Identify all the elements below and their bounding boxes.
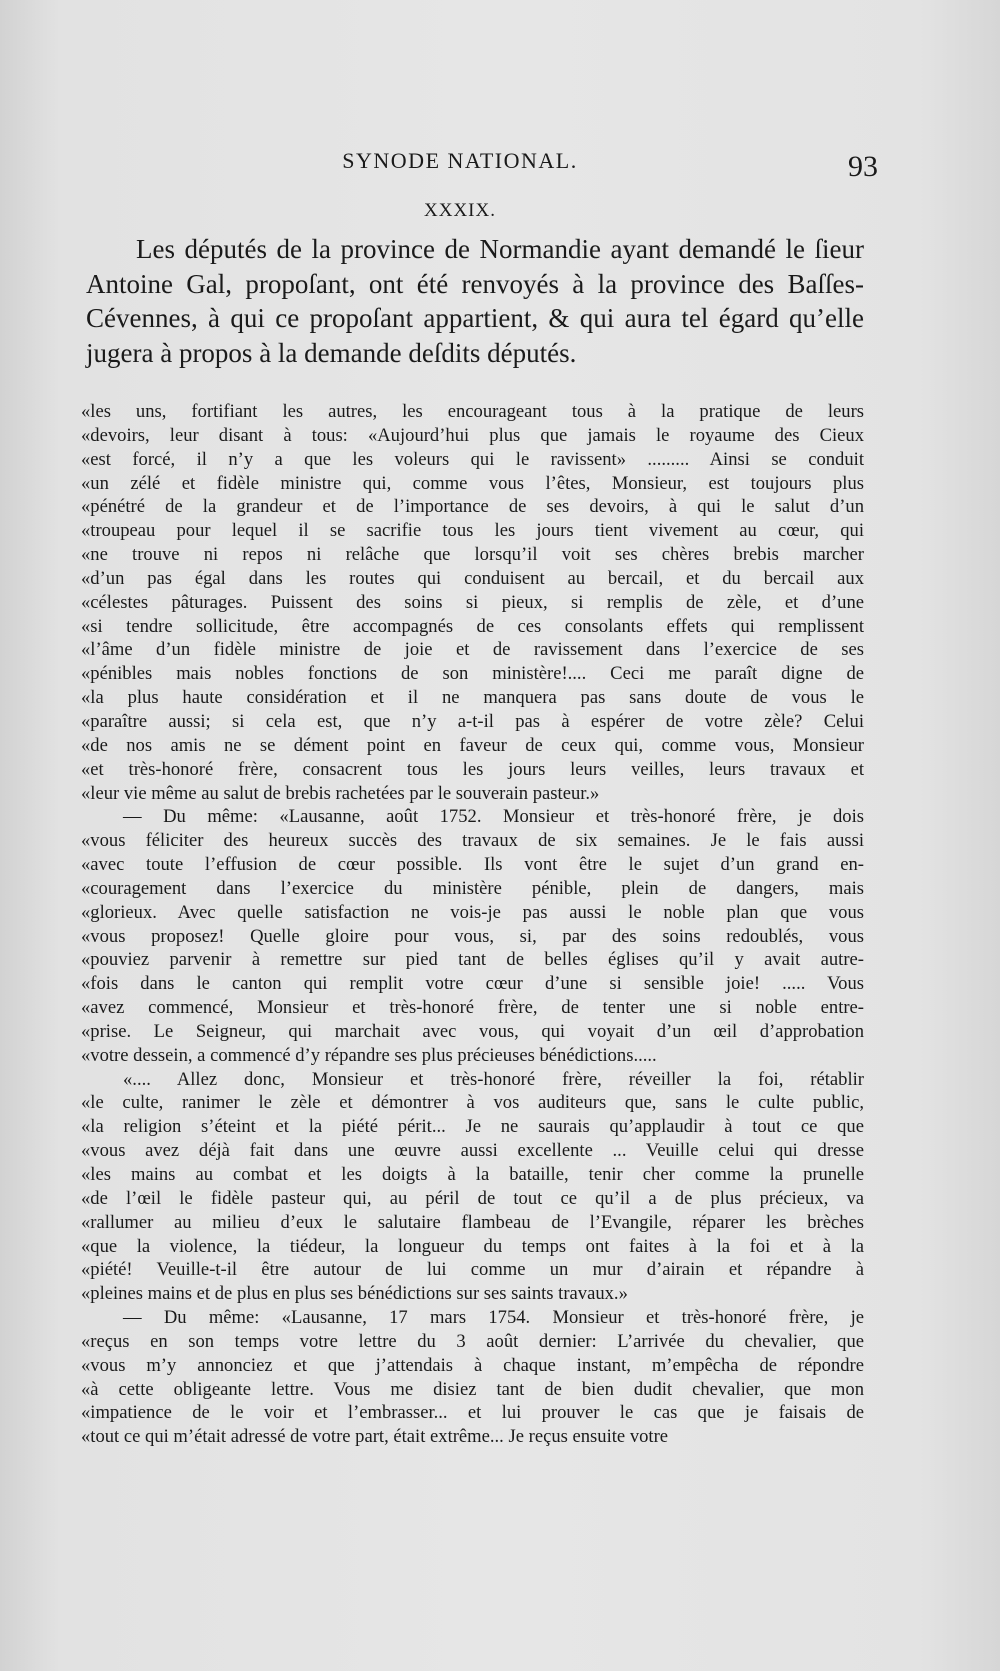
quote-line: «vous m’y annonciez et que j’attendais à chaque instant, m’empêcha de répondre [81, 1354, 864, 1376]
quote-line: «est forcé, il n’y a que les voleurs qui le ravissent» ......... Ainsi se conduit [81, 448, 864, 470]
quote-line: «paraître aussi; si cela est, que n’y a-t-il pas à espérer de votre zèle? Celui [81, 710, 864, 732]
quote-line: «vous féliciter des heureux succès des travaux de six semaines. Je le fais aussi [81, 830, 864, 852]
quote-line: «les mains au combat et les doigts à la bataille, tenir cher comme la prunelle [81, 1164, 864, 1185]
quote-line: «pénibles mais nobles fonctions de son ministère!.... Ceci me paraît digne de [81, 663, 864, 685]
synod-article-paragraph: Les députés de la province de Normandie ayant demandé le ſieur Antoine Gal, propoſant, ont été renvoyés à la province des Baſſes-Cévennes, à qui ce propoſant appartient, & qui aura tel égard qu’elle jugera à propos à la demande deſdits députés. [86, 234, 864, 368]
quote-line: «troupeau pour lequel il se sacrifie tous les jours tient vivement au cœur, qui [81, 520, 864, 542]
quote-line: «pleines mains et de plus en plus ses bénédictions sur ses saints travaux.» [81, 1283, 628, 1305]
quote-line: — Du même: «Lausanne, août 1752. Monsieur et très-honoré frère, je dois [123, 806, 864, 828]
quote-line: «pénétré de la grandeur et de l’importance de ses devoirs, à qui le salut d’un [81, 496, 864, 518]
quote-line: «avec toute l’effusion de cœur possible. Ils vont être le sujet d’un grand en- [81, 854, 864, 876]
page-number: 93 [848, 150, 878, 183]
quote-line: «à cette obligeante lettre. Vous me disiez tant de bien dudit chevalier, que mon [81, 1378, 864, 1400]
quote-line: «tout ce qui m’était adressé de votre part, était extrême... Je reçus ensuite votre [81, 1426, 669, 1448]
quote-line: «reçus en son temps votre lettre du 3 août dernier: L’arrivée du chevalier, que [81, 1330, 864, 1352]
quote-line: «la plus haute considération et il ne manquera pas sans doute de vous le [81, 687, 864, 709]
quote-line: «vous proposez! Quelle gloire pour vous, si, par des soins redoublés, vous [81, 925, 864, 947]
quote-line: «ne trouve ni repos ni relâche que lorsqu’il voit ses chères brebis marcher [81, 544, 864, 566]
running-title: SYNODE NATIONAL. [342, 148, 578, 173]
quote-line: «couragement dans l’exercice du ministère pénible, plein de dangers, mais [81, 877, 864, 899]
quote-line: «l’âme d’un fidèle ministre de joie et de ravissement dans l’exercice de ses [81, 639, 864, 661]
quote-line: «et très-honoré frère, consacrent tous les jours leurs veilles, leurs travaux et [81, 758, 864, 780]
quote-line: — Du même: «Lausanne, 17 mars 1754. Monsieur et très-honoré frère, je [123, 1307, 864, 1329]
quote-line: «glorieux. Avec quelle satisfaction ne vois-je pas aussi le noble plan que vous [81, 901, 864, 923]
quote-line: «piété! Veuille-t-il être autour de lui comme un mur d’airain et répandre à [81, 1259, 864, 1281]
quote-line: «les uns, fortifiant les autres, les encourageant tous à la pratique de leurs [81, 401, 864, 422]
section-number: XXXIX. [424, 200, 496, 221]
quote-line: «que la violence, la tiédeur, la longueur du temps ont faites à la foi et à la [81, 1235, 864, 1257]
quote-line: «un zélé et fidèle ministre qui, comme vous l’êtes, Monsieur, est toujours plus [81, 472, 864, 494]
quote-line: «célestes pâturages. Puissent des soins si pieux, si remplis de zèle, et d’une [81, 591, 864, 613]
quote-line: «de nos amis ne se dément point en faveur de ceux qui, comme vous, Monsieur [81, 734, 864, 756]
quote-line: «de l’œil le fidèle pasteur qui, au péril de tout ce qu’il a de plus précieux, va [81, 1187, 864, 1209]
quote-line: «votre dessein, a commencé d’y répandre ses plus précieuses bénédictions..... [81, 1044, 657, 1066]
quote-line: «prise. Le Seigneur, qui marchait avec vous, qui voyait d’un œil d’approbation [81, 1020, 864, 1042]
quote-line: «leur vie même au salut de brebis rachetées par le souverain pasteur.» [81, 782, 600, 804]
quote-line: «d’un pas égal dans les routes qui conduisent au bercail, et du bercail aux [81, 567, 864, 589]
quote-line: «impatience de le voir et l’embrasser... et lui prouver le cas que je faisais de [81, 1402, 864, 1424]
letter-quotation-block [81, 400, 864, 1449]
quote-line: «fois dans le canton qui remplit votre cœur d’une si sensible joie! ..... Vous [81, 973, 864, 995]
quote-line: «la religion s’éteint et la piété périt... Je ne saurais qu’applaudir à tout ce que [81, 1116, 864, 1138]
quote-line: «avez commencé, Monsieur et très-honoré frère, de tenter une si noble entre- [81, 997, 864, 1019]
quote-line: «le culte, ranimer le zèle et démontrer à vos auditeurs que, sans le culte public, [81, 1092, 864, 1114]
quote-line: «devoirs, leur disant à tous: «Aujourd’hui plus que jamais le royaume des Cieux [81, 424, 864, 446]
quote-line: «.... Allez donc, Monsieur et très-honoré frère, réveiller la foi, rétablir [123, 1068, 864, 1090]
quote-line: «rallumer au milieu d’eux le salutaire flambeau de l’Evangile, réparer les brèches [81, 1211, 864, 1233]
quote-line: «si tendre sollicitude, être accompagnés de ces consolants effets qui remplissent [81, 615, 864, 637]
quote-line: «vous avez déjà fait dans une œuvre aussi excellente ... Veuille celui qui dresse [81, 1140, 864, 1162]
quote-line: «pouviez parvenir à remettre sur pied tant de belles églises qu’il y avait autre- [81, 949, 864, 971]
